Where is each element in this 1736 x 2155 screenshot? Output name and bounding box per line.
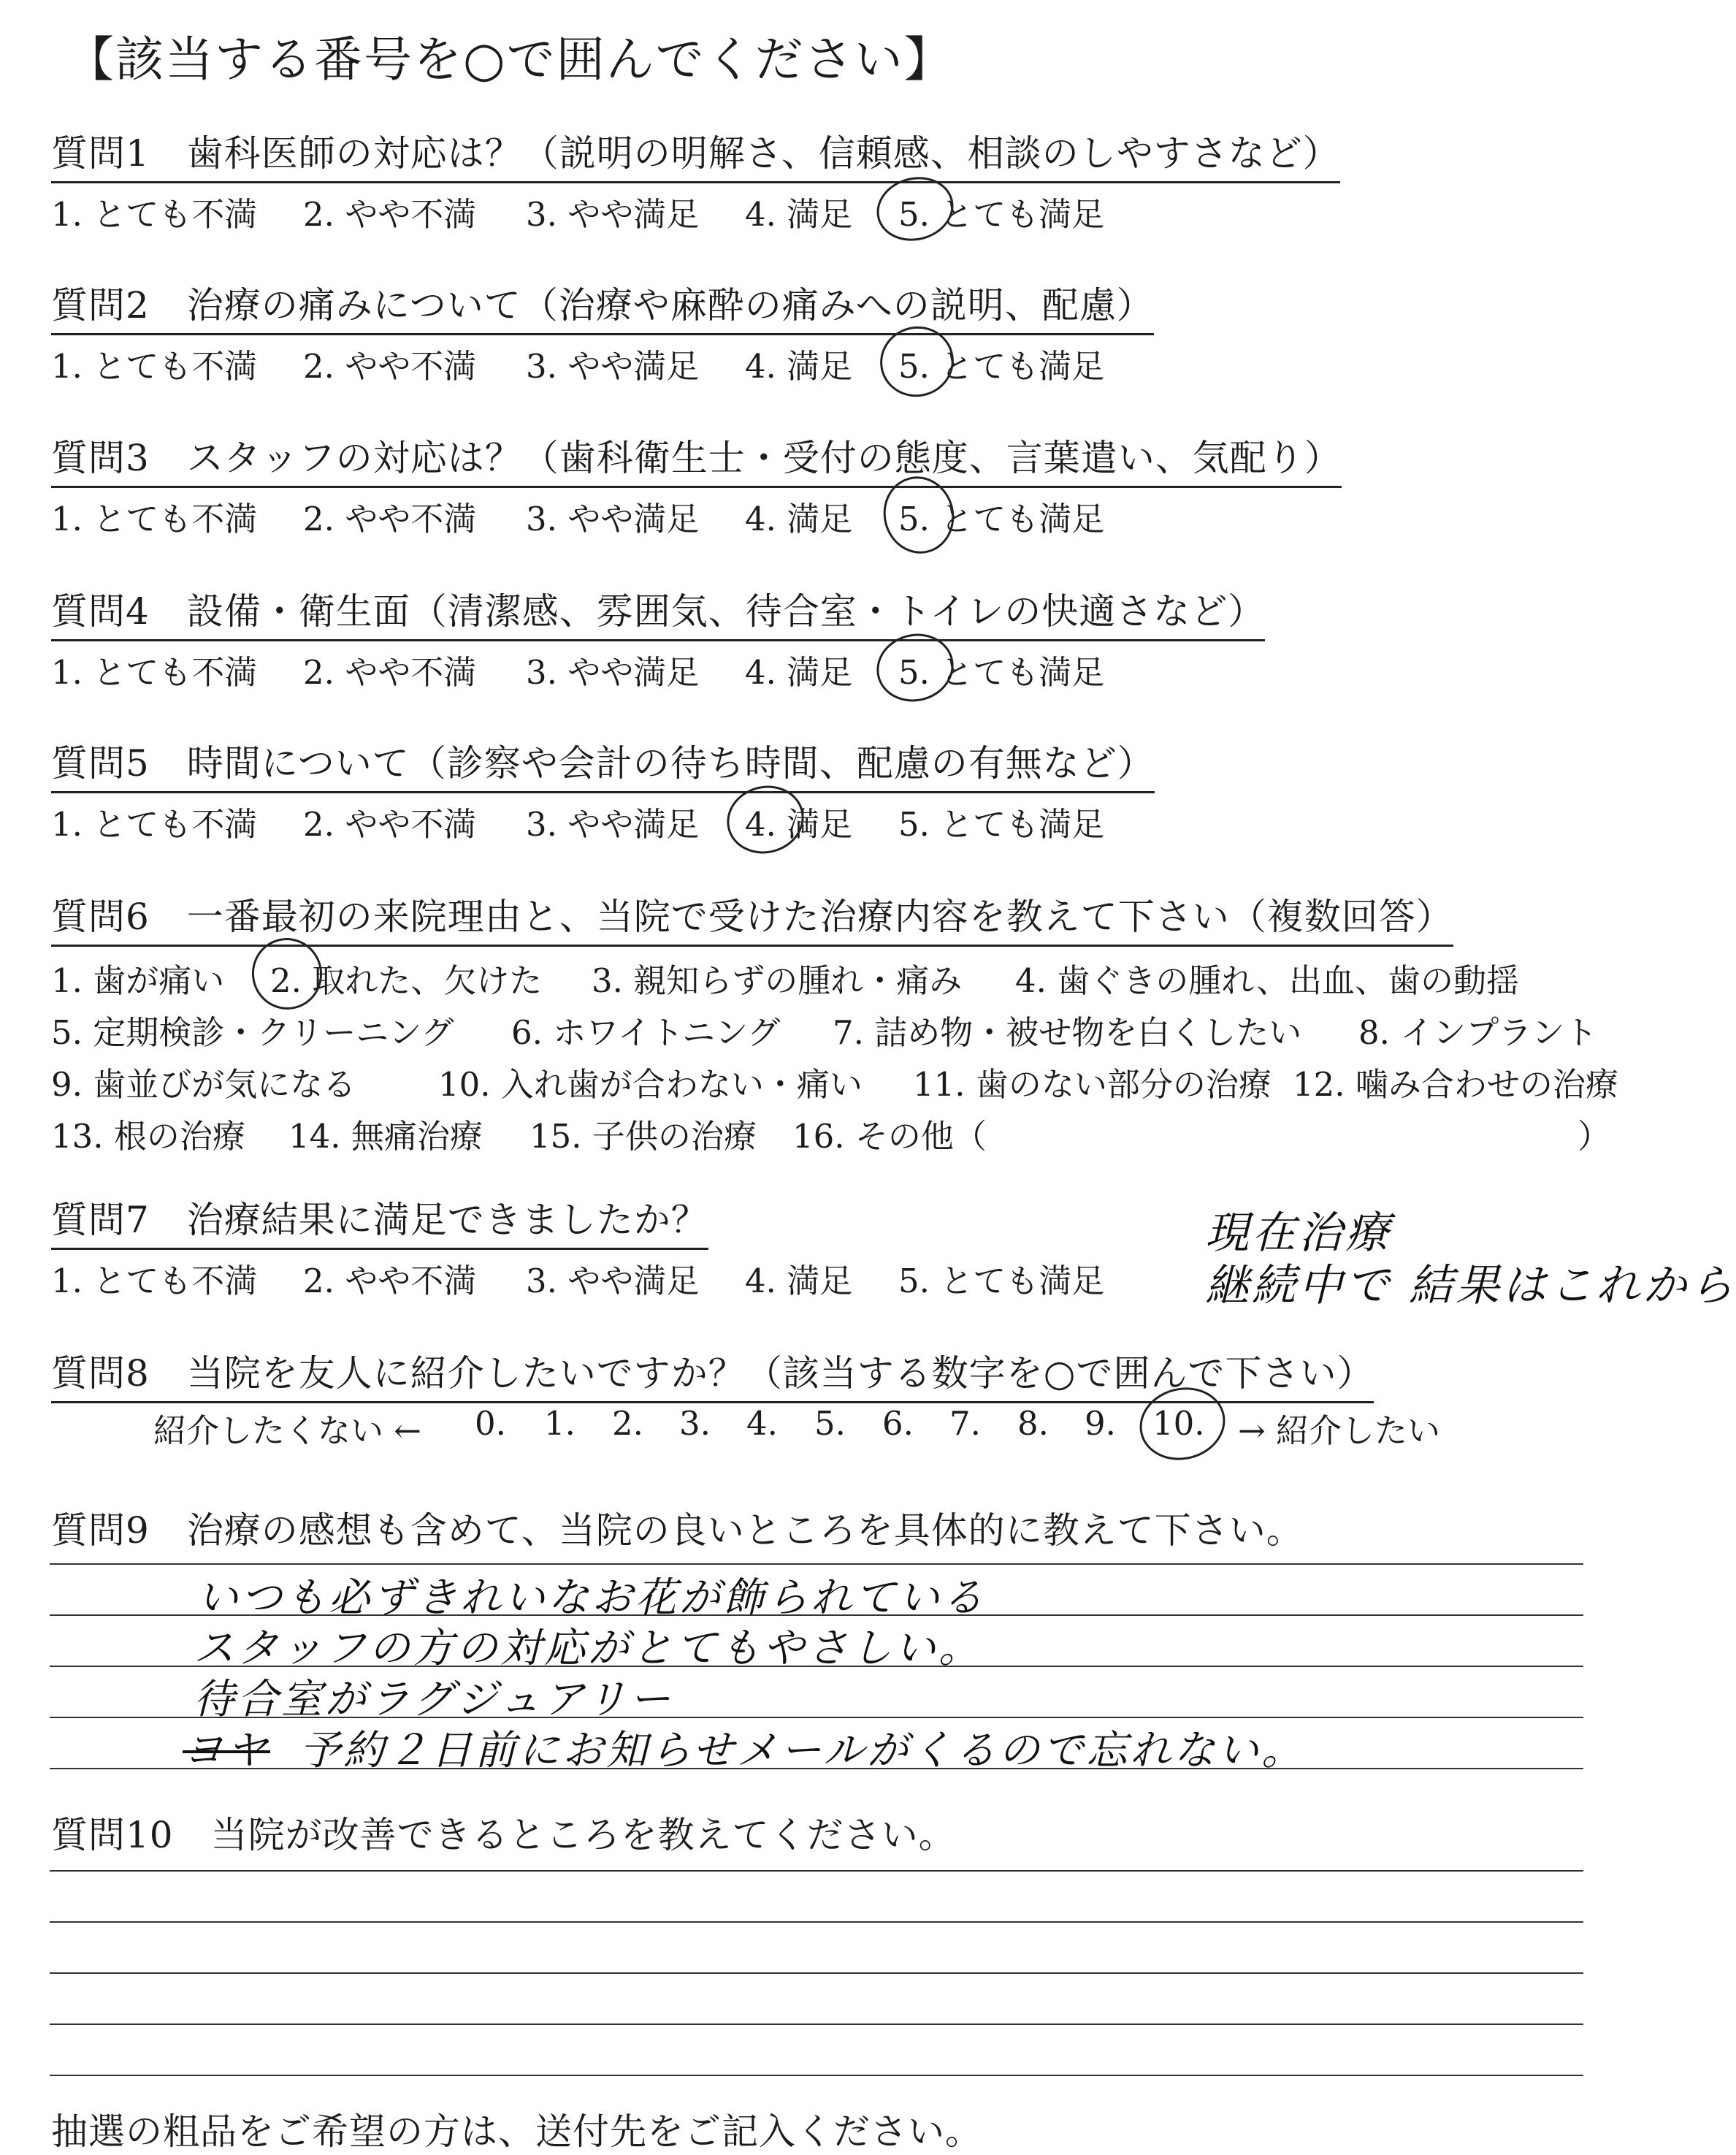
scale-2[interactable]: 2. [612, 1404, 643, 1443]
scale-4[interactable]: 4. [746, 1404, 778, 1443]
option-3[interactable]: 3. やや満足 [526, 347, 700, 386]
option-item[interactable]: 2. 取れた、欠けた [270, 961, 543, 1000]
option-2[interactable]: 2. やや不満 [303, 805, 477, 844]
question-3 [51, 429, 1342, 541]
option-2[interactable]: 2. やや不満 [303, 1262, 477, 1300]
handwritten-note-line2: 継続中で 結果はこれから [1205, 1260, 1736, 1311]
question-9-title: 質問9 治療の感想も含めて、当院の良いところを具体的に教えて下さい。 [51, 1509, 1304, 1552]
option-5[interactable]: 5. とても満足 [898, 500, 1105, 538]
question-2-options [51, 340, 1154, 388]
scale-9[interactable]: 9. [1085, 1404, 1116, 1443]
scale-3[interactable]: 3. [679, 1404, 711, 1443]
option-row [51, 1110, 1611, 1162]
option-5[interactable]: 5. とても満足 [898, 347, 1105, 386]
scale-5[interactable]: 5. [814, 1404, 846, 1443]
option-1[interactable]: 1. とても不満 [51, 500, 258, 538]
answer-line [50, 2075, 1583, 2076]
question-1-options [51, 188, 1340, 236]
option-5[interactable]: 5. とても満足 [898, 195, 1105, 234]
option-item[interactable]: 6. ホワイトニング [511, 1013, 781, 1052]
option-2[interactable]: 2. やや不満 [303, 347, 477, 386]
question-4 [51, 582, 1265, 694]
option-4[interactable]: 4. 満足 [745, 653, 853, 692]
question-1-title: 質問1 歯科医師の対応は？（説明の明解さ、信頼感、相談のしやすさなど） [51, 124, 1340, 183]
option-item[interactable]: 1. 歯が痛い [51, 961, 225, 1000]
handwritten-answer: 待合室がラグジュアリー [194, 1676, 673, 1723]
option-item[interactable]: 14. 無痛治療 [288, 1117, 483, 1156]
scale-left-label: 紹介したくない ← [153, 1411, 422, 1450]
option-item[interactable]: 5. 定期検診・クリーニング [51, 1013, 454, 1052]
option-item[interactable]: 13. 根の治療 [51, 1117, 245, 1156]
option-row [51, 954, 1519, 1006]
handwritten-answer: いつも必ずきれいなお花が飾られている [197, 1574, 986, 1622]
option-4[interactable]: 4. 満足 [745, 1262, 853, 1300]
form-instruction-header: 【該当する番号を○で囲んでください】 [66, 31, 954, 88]
question-10-title: 質問10 当院が改善できるところを教えてください。 [51, 1814, 956, 1856]
question-3-options [51, 492, 1342, 541]
option-3[interactable]: 3. やや満足 [526, 500, 700, 538]
option-5[interactable]: 5. とても満足 [898, 1262, 1105, 1300]
question-7 [51, 1191, 1105, 1302]
option-item[interactable]: 7. 詰め物・被せ物を白くしたい [833, 1013, 1302, 1052]
answer-line [50, 2024, 1583, 2025]
other-close-paren: ） [1578, 1117, 1611, 1156]
option-4[interactable]: 4. 満足 [745, 805, 853, 844]
question-5 [51, 734, 1155, 846]
answer-line [50, 1870, 1583, 1872]
question-4-title: 質問4 設備・衛生面（清潔感、雰囲気、待合室・トイレの快適さなど） [51, 582, 1265, 641]
handwritten-answer: 予約２日前にお知らせメールがくるので忘れない。 [299, 1727, 1306, 1774]
option-3[interactable]: 3. やや満足 [526, 653, 700, 692]
scratched-out-text: ヨヤ [183, 1727, 270, 1774]
question-6-options [51, 954, 1618, 1162]
option-1[interactable]: 1. とても不満 [51, 195, 258, 234]
question-7-options [51, 1254, 1105, 1302]
scale-0[interactable]: 0. [475, 1404, 506, 1443]
question-3-title: 質問3 スタッフの対応は？（歯科衛生士・受付の態度、言葉遣い、気配り） [51, 429, 1342, 488]
footer-instruction: 抽選の粗品をご希望の方は、送付先をご記入ください。 [51, 2110, 982, 2153]
option-item[interactable]: 8. インプラント [1358, 1013, 1598, 1052]
option-item[interactable]: 15. 子供の治療 [529, 1117, 757, 1156]
option-item[interactable]: 11. 歯のない部分の治療 [913, 1065, 1272, 1104]
question-2-title: 質問2 治療の痛みについて（治療や麻酔の痛みへの説明、配慮） [51, 276, 1154, 335]
option-item[interactable]: 9. 歯並びが気になる [51, 1065, 356, 1104]
option-4[interactable]: 4. 満足 [745, 195, 853, 234]
answer-line [50, 1921, 1583, 1923]
option-item[interactable]: 4. 歯ぐきの腫れ、出血、歯の動揺 [1015, 961, 1519, 1000]
option-1[interactable]: 1. とても不満 [51, 653, 258, 692]
option-4[interactable]: 4. 満足 [745, 500, 853, 538]
option-item[interactable]: 16. その他（ [792, 1117, 987, 1156]
question-5-options [51, 798, 1155, 846]
option-3[interactable]: 3. やや満足 [526, 805, 700, 844]
option-row [51, 1058, 1618, 1110]
question-5-title: 質問5 時間について（診察や会計の待ち時間、配慮の有無など） [51, 734, 1155, 793]
option-2[interactable]: 2. やや不満 [303, 653, 477, 692]
option-1[interactable]: 1. とても不満 [51, 347, 258, 386]
question-7-title: 質問7 治療結果に満足できましたか？ [51, 1191, 708, 1250]
question-8-title: 質問8 当院を友人に紹介したいですか？（該当する数字を○で囲んで下さい） [51, 1344, 1374, 1403]
option-3[interactable]: 3. やや満足 [526, 195, 700, 234]
scale-1[interactable]: 1. [544, 1404, 576, 1443]
option-2[interactable]: 2. やや不満 [303, 500, 477, 538]
option-item[interactable]: 3. 親知らずの腫れ・痛み [592, 961, 963, 1000]
option-3[interactable]: 3. やや満足 [526, 1262, 700, 1300]
scale-8[interactable]: 8. [1017, 1404, 1049, 1443]
handwritten-answer: スタッフの方の対応がとてもやさしい。 [194, 1625, 982, 1672]
option-5[interactable]: 5. とても満足 [898, 805, 1105, 844]
question-2 [51, 276, 1154, 388]
handwritten-note-line1: 現在治療 [1205, 1208, 1392, 1259]
answer-line [50, 1972, 1583, 1974]
option-5[interactable]: 5. とても満足 [898, 653, 1105, 692]
option-1[interactable]: 1. とても不満 [51, 1262, 258, 1300]
option-1[interactable]: 1. とても不満 [51, 805, 258, 844]
scale-7[interactable]: 7. [949, 1404, 981, 1443]
option-item[interactable]: 12. 噛み合わせの治療 [1293, 1065, 1618, 1104]
scale-right-label: → 紹介したい [1238, 1411, 1441, 1450]
option-4[interactable]: 4. 満足 [745, 347, 853, 386]
scale-10[interactable]: 10. [1152, 1404, 1205, 1443]
question-6-title: 質問6 一番最初の来院理由と、当院で受けた治療内容を教えて下さい（複数回答） [51, 888, 1453, 947]
option-2[interactable]: 2. やや不満 [303, 195, 477, 234]
option-row [51, 1006, 1598, 1058]
option-item[interactable]: 10. 入れ歯が合わない・痛い [438, 1065, 863, 1104]
answer-line [50, 1563, 1583, 1565]
scale-6[interactable]: 6. [882, 1404, 914, 1443]
question-4-options [51, 646, 1265, 694]
question-6 [51, 888, 1618, 1162]
question-1 [51, 124, 1340, 236]
